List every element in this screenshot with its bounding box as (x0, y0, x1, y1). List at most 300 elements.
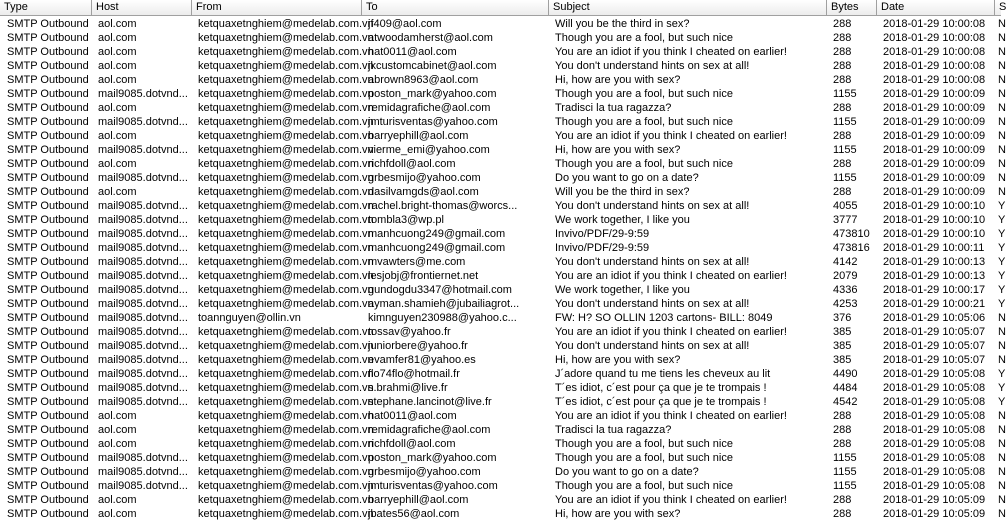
table-row[interactable] (0, 227, 1006, 241)
cell-host: mail9085.dotvnd... (98, 200, 188, 212)
cell-host: mail9085.dotvnd... (98, 270, 188, 282)
cell-from: ketquaxetnghiem@medelab.com.vn (198, 46, 374, 58)
cell-type: SMTP Outbound (7, 326, 89, 338)
cell-type: SMTP Outbound (7, 88, 89, 100)
cell-bytes: 4253 (833, 298, 858, 310)
cell-to: s.brahmi@live.fr (368, 382, 448, 394)
cell-to: juniorbere@yahoo.fr (368, 340, 468, 352)
cell-date: 2018-01-29 10:05:06 (883, 312, 986, 324)
cell-bytes: 288 (833, 508, 852, 520)
cell-subject: You don't understand hints on sex at all! (555, 60, 750, 72)
cell-s: N (998, 326, 1006, 338)
cell-from: ketquaxetnghiem@medelab.com.vn (198, 298, 374, 310)
cell-host: mail9085.dotvnd... (98, 256, 188, 268)
cell-to: rachel.bright-thomas@worcs... (368, 200, 518, 212)
table-row[interactable] (0, 213, 1006, 227)
table-row[interactable] (0, 437, 1006, 451)
cell-type: SMTP Outbound (7, 312, 89, 324)
cell-type: SMTP Outbound (7, 214, 89, 226)
cell-date: 2018-01-29 10:05:08 (883, 424, 986, 436)
cell-subject: Though you are a fool, but such nice (555, 480, 733, 492)
column-header-row (0, 0, 1006, 16)
cell-bytes: 1155 (833, 480, 857, 492)
cell-from: ketquaxetnghiem@medelab.com.vn (198, 480, 374, 492)
cell-s: N (998, 116, 1006, 128)
cell-to: jkcustomcabinet@aol.com (368, 60, 497, 72)
cell-host: aol.com (98, 74, 137, 86)
cell-subject: You don't understand hints on sex at all! (555, 200, 750, 212)
cell-host: aol.com (98, 102, 137, 114)
cell-subject: Though you are a fool, but such nice (555, 452, 733, 464)
cell-bytes: 288 (833, 130, 852, 142)
cell-date: 2018-01-29 10:00:09 (883, 130, 986, 142)
cell-date: 2018-01-29 10:00:10 (883, 214, 986, 226)
cell-s: Y (998, 368, 1006, 380)
cell-bytes: 376 (833, 312, 852, 324)
cell-bytes: 1155 (833, 144, 857, 156)
cell-s: Y (998, 242, 1006, 254)
cell-host: mail9085.dotvnd... (98, 396, 188, 408)
table-row[interactable] (0, 311, 1006, 325)
cell-s: Y (998, 284, 1006, 296)
cell-from: ketquaxetnghiem@medelab.com.vn (198, 158, 374, 170)
cell-from: ketquaxetnghiem@medelab.com.vn (198, 466, 374, 478)
column-header-from[interactable]: From (192, 0, 362, 15)
cell-from: toannguyen@ollin.vn (198, 312, 301, 324)
cell-subject: You don't understand hints on sex at all! (555, 256, 750, 268)
cell-host: mail9085.dotvnd... (98, 228, 188, 240)
cell-to: evamfer81@yahoo.es (368, 354, 476, 366)
cell-bytes: 4484 (833, 382, 858, 394)
cell-to: tombla3@wp.pl (368, 214, 444, 226)
cell-bytes: 288 (833, 438, 852, 450)
table-row[interactable] (0, 171, 1006, 185)
cell-s: N (998, 466, 1006, 478)
cell-s: Y (998, 256, 1006, 268)
cell-s: N (998, 186, 1006, 198)
cell-host: aol.com (98, 410, 137, 422)
cell-date: 2018-01-29 10:05:08 (883, 396, 986, 408)
cell-subject: Hi, how are you with sex? (555, 508, 681, 520)
cell-type: SMTP Outbound (7, 494, 89, 506)
cell-host: mail9085.dotvnd... (98, 298, 188, 310)
cell-bytes: 3777 (833, 214, 858, 226)
cell-to: atwoodamherst@aol.com (368, 32, 493, 44)
cell-from: ketquaxetnghiem@medelab.com.vn (198, 508, 374, 520)
table-row[interactable] (0, 241, 1006, 255)
cell-date: 2018-01-29 10:05:09 (883, 508, 986, 520)
cell-date: 2018-01-29 10:00:13 (883, 256, 986, 268)
cell-date: 2018-01-29 10:00:08 (883, 74, 986, 86)
cell-from: ketquaxetnghiem@medelab.com.vn (198, 186, 374, 198)
table-row[interactable] (0, 73, 1006, 87)
cell-s: N (998, 508, 1006, 520)
cell-from: ketquaxetnghiem@medelab.com.vn (198, 284, 374, 296)
column-header-to[interactable]: To (362, 0, 549, 15)
cell-host: aol.com (98, 46, 137, 58)
cell-host: mail9085.dotvnd... (98, 242, 188, 254)
cell-date: 2018-01-29 10:00:09 (883, 116, 986, 128)
cell-type: SMTP Outbound (7, 158, 89, 170)
cell-from: ketquaxetnghiem@medelab.com.vn (198, 130, 374, 142)
table-row[interactable] (0, 157, 1006, 171)
cell-type: SMTP Outbound (7, 32, 89, 44)
cell-s: Y (998, 396, 1006, 408)
cell-date: 2018-01-29 10:00:08 (883, 46, 986, 58)
table-row[interactable] (0, 31, 1006, 45)
cell-subject: Invivo/PDF/29-9:59 (555, 242, 650, 254)
cell-to: hat0011@aol.com (368, 46, 457, 58)
cell-s: N (998, 102, 1006, 114)
cell-host: aol.com (98, 508, 137, 520)
cell-to: manhcuong249@gmail.com (368, 242, 506, 254)
cell-bytes: 4142 (833, 256, 858, 268)
cell-date: 2018-01-29 10:00:09 (883, 172, 986, 184)
cell-from: ketquaxetnghiem@medelab.com.vn (198, 368, 374, 380)
cell-bytes: 1155 (833, 116, 857, 128)
column-header-type[interactable]: Type (0, 0, 92, 15)
table-row[interactable] (0, 283, 1006, 297)
cell-s: N (998, 32, 1006, 44)
cell-to: lesjobj@frontiernet.net (368, 270, 479, 282)
cell-host: aol.com (98, 60, 137, 72)
cell-subject: Though you are a fool, but such nice (555, 116, 733, 128)
cell-to: jmturisventas@yahoo.com (368, 480, 498, 492)
cell-date: 2018-01-29 10:00:17 (883, 284, 986, 296)
cell-bytes: 288 (833, 102, 852, 114)
cell-s: Y (998, 228, 1006, 240)
cell-subject: Hi, how are you with sex? (555, 74, 681, 86)
cell-host: aol.com (98, 18, 137, 30)
cell-type: SMTP Outbound (7, 382, 89, 394)
table-row[interactable] (0, 297, 1006, 311)
cell-subject: Tradisci la tua ragazza? (555, 102, 672, 114)
cell-from: ketquaxetnghiem@medelab.com.vn (198, 116, 374, 128)
cell-s: N (998, 158, 1006, 170)
cell-type: SMTP Outbound (7, 438, 89, 450)
table-row[interactable] (0, 339, 1006, 353)
cell-s: N (998, 18, 1006, 30)
cell-type: SMTP Outbound (7, 130, 89, 142)
cell-to: mvawters@me.com (368, 256, 466, 268)
table-row[interactable] (0, 451, 1006, 465)
cell-host: mail9085.dotvnd... (98, 326, 188, 338)
cell-s: N (998, 424, 1006, 436)
cell-host: mail9085.dotvnd... (98, 340, 188, 352)
cell-from: ketquaxetnghiem@medelab.com.vn (198, 32, 374, 44)
cell-bytes: 288 (833, 18, 852, 30)
cell-host: aol.com (98, 130, 137, 142)
table-row[interactable] (0, 255, 1006, 269)
cell-date: 2018-01-29 10:05:08 (883, 452, 986, 464)
cell-type: SMTP Outbound (7, 452, 89, 464)
table-row[interactable] (0, 45, 1006, 59)
table-row[interactable] (0, 87, 1006, 101)
cell-type: SMTP Outbound (7, 480, 89, 492)
cell-date: 2018-01-29 10:05:08 (883, 438, 986, 450)
column-header-date[interactable]: Date (877, 0, 995, 15)
cell-s: N (998, 340, 1006, 352)
cell-type: SMTP Outbound (7, 228, 89, 240)
table-row[interactable] (0, 381, 1006, 395)
cell-host: aol.com (98, 438, 137, 450)
table-row[interactable] (0, 507, 1006, 521)
cell-date: 2018-01-29 10:00:08 (883, 32, 986, 44)
cell-subject: Tradisci la tua ragazza? (555, 424, 672, 436)
cell-subject: Hi, how are you with sex? (555, 354, 681, 366)
table-row[interactable] (0, 423, 1006, 437)
cell-date: 2018-01-29 10:00:09 (883, 158, 986, 170)
cell-subject: FW: H? SO OLLIN 1203 cartons- BILL: 8049 (555, 312, 773, 324)
cell-s: N (998, 452, 1006, 464)
cell-from: ketquaxetnghiem@medelab.com.vn (198, 438, 374, 450)
cell-host: mail9085.dotvnd... (98, 480, 188, 492)
cell-host: aol.com (98, 494, 137, 506)
cell-subject: We work together, I like you (555, 284, 690, 296)
cell-type: SMTP Outbound (7, 102, 89, 114)
cell-date: 2018-01-29 10:00:09 (883, 102, 986, 114)
cell-bytes: 288 (833, 494, 852, 506)
cell-type: SMTP Outbound (7, 18, 89, 30)
table-row[interactable] (0, 493, 1006, 507)
cell-from: ketquaxetnghiem@medelab.com.vn (198, 340, 374, 352)
table-row[interactable] (0, 325, 1006, 339)
cell-type: SMTP Outbound (7, 256, 89, 268)
cell-from: ketquaxetnghiem@medelab.com.vn (198, 396, 374, 408)
cell-subject: Do you want to go on a date? (555, 466, 699, 478)
cell-subject: Though you are a fool, but such nice (555, 438, 733, 450)
cell-s: N (998, 410, 1006, 422)
cell-subject: Do you want to go on a date? (555, 172, 699, 184)
cell-bytes: 288 (833, 424, 852, 436)
cell-host: mail9085.dotvnd... (98, 284, 188, 296)
cell-host: mail9085.dotvnd... (98, 172, 188, 184)
cell-bytes: 1155 (833, 466, 857, 478)
cell-from: ketquaxetnghiem@medelab.com.vn (198, 18, 374, 30)
cell-s: N (998, 172, 1006, 184)
cell-subject: You are an idiot if you think I cheated on earlier! (555, 130, 787, 142)
cell-to: remidagrafiche@aol.com (368, 102, 491, 114)
cell-date: 2018-01-29 10:00:09 (883, 144, 986, 156)
cell-from: ketquaxetnghiem@medelab.com.vn (198, 144, 374, 156)
cell-subject: Invivo/PDF/29-9:59 (555, 228, 650, 240)
table-row[interactable] (0, 367, 1006, 381)
cell-type: SMTP Outbound (7, 284, 89, 296)
table-row[interactable] (0, 199, 1006, 213)
cell-bytes: 4490 (833, 368, 858, 380)
cell-s: N (998, 438, 1006, 450)
cell-host: aol.com (98, 32, 137, 44)
cell-type: SMTP Outbound (7, 46, 89, 58)
column-header-subject[interactable]: Subject (549, 0, 827, 15)
column-header-bytes[interactable]: Bytes (827, 0, 877, 15)
cell-to: abrown8963@aol.com (368, 74, 479, 86)
cell-s: N (998, 60, 1006, 72)
cell-date: 2018-01-29 10:00:08 (883, 60, 986, 72)
cell-date: 2018-01-29 10:00:13 (883, 270, 986, 282)
cell-to: dasilvamgds@aol.com (368, 186, 479, 198)
cell-from: ketquaxetnghiem@medelab.com.vn (198, 242, 374, 254)
cell-type: SMTP Outbound (7, 116, 89, 128)
cell-date: 2018-01-29 10:00:08 (883, 18, 986, 30)
cell-to: manhcuong249@gmail.com (368, 228, 506, 240)
cell-to: grbesmijo@yahoo.com (368, 172, 481, 184)
cell-s: N (998, 74, 1006, 86)
cell-subject: Hi, how are you with sex? (555, 144, 681, 156)
cell-to: jf409@aol.com (368, 18, 442, 30)
cell-date: 2018-01-29 10:00:10 (883, 200, 986, 212)
cell-bytes: 1155 (833, 172, 857, 184)
cell-s: Y (998, 382, 1006, 394)
cell-host: mail9085.dotvnd... (98, 452, 188, 464)
cell-type: SMTP Outbound (7, 340, 89, 352)
table-row[interactable] (0, 59, 1006, 73)
cell-date: 2018-01-29 10:00:09 (883, 88, 986, 100)
cell-s: Y (998, 200, 1006, 212)
cell-host: aol.com (98, 158, 137, 170)
table-row[interactable] (0, 465, 1006, 479)
cell-date: 2018-01-29 10:05:09 (883, 494, 986, 506)
cell-host: mail9085.dotvnd... (98, 368, 188, 380)
cell-from: ketquaxetnghiem@medelab.com.vn (198, 200, 374, 212)
cell-date: 2018-01-29 10:00:21 (883, 298, 986, 310)
cell-host: aol.com (98, 186, 137, 198)
cell-host: mail9085.dotvnd... (98, 214, 188, 226)
cell-type: SMTP Outbound (7, 508, 89, 520)
cell-bytes: 288 (833, 410, 852, 422)
cell-to: jmturisventas@yahoo.com (368, 116, 498, 128)
cell-s: N (998, 312, 1006, 324)
column-header-s[interactable]: S (995, 0, 1001, 15)
cell-bytes: 288 (833, 158, 852, 170)
cell-host: mail9085.dotvnd... (98, 144, 188, 156)
cell-s: N (998, 494, 1006, 506)
cell-to: jbates56@aol.com (368, 508, 460, 520)
table-row[interactable] (0, 129, 1006, 143)
cell-type: SMTP Outbound (7, 242, 89, 254)
cell-to: gundogdu3347@hotmail.com (368, 284, 512, 296)
cell-host: mail9085.dotvnd... (98, 116, 188, 128)
cell-type: SMTP Outbound (7, 270, 89, 282)
cell-type: SMTP Outbound (7, 396, 89, 408)
table-row[interactable] (0, 115, 1006, 129)
cell-from: ketquaxetnghiem@medelab.com.vn (198, 172, 374, 184)
cell-type: SMTP Outbound (7, 200, 89, 212)
cell-bytes: 385 (833, 354, 852, 366)
table-row[interactable] (0, 409, 1006, 423)
cell-to: poston_mark@yahoo.com (368, 88, 497, 100)
cell-subject: We work together, I like you (555, 214, 690, 226)
cell-s: N (998, 46, 1006, 58)
cell-to: grbesmijo@yahoo.com (368, 466, 481, 478)
cell-from: ketquaxetnghiem@medelab.com.vn (198, 410, 374, 422)
cell-host: mail9085.dotvnd... (98, 354, 188, 366)
cell-bytes: 473816 (833, 242, 870, 254)
cell-subject: You are an idiot if you think I cheated on earlier! (555, 270, 787, 282)
table-row[interactable] (0, 143, 1006, 157)
cell-subject: Will you be the third in sex? (555, 18, 690, 30)
cell-from: ketquaxetnghiem@medelab.com.vn (198, 214, 374, 226)
cell-from: ketquaxetnghiem@medelab.com.vn (198, 326, 374, 338)
table-row[interactable] (0, 17, 1006, 31)
cell-to: ayman.shamieh@jubailiagrot... (368, 298, 520, 310)
cell-date: 2018-01-29 10:00:09 (883, 186, 986, 198)
cell-bytes: 288 (833, 46, 852, 58)
cell-subject: You don't understand hints on sex at all! (555, 340, 750, 352)
cell-from: ketquaxetnghiem@medelab.com.vn (198, 424, 374, 436)
cell-bytes: 385 (833, 340, 852, 352)
cell-subject: You are an idiot if you think I cheated on earlier! (555, 410, 787, 422)
cell-type: SMTP Outbound (7, 410, 89, 422)
cell-from: ketquaxetnghiem@medelab.com.vn (198, 228, 374, 240)
cell-date: 2018-01-29 10:00:10 (883, 228, 986, 240)
cell-to: kimnguyen230988@yahoo.c... (368, 312, 517, 324)
table-row[interactable] (0, 395, 1006, 409)
table-row[interactable] (0, 479, 1006, 493)
cell-bytes: 288 (833, 32, 852, 44)
cell-date: 2018-01-29 10:05:07 (883, 326, 986, 338)
cell-date: 2018-01-29 10:05:08 (883, 382, 986, 394)
cell-subject: Though you are a fool, but such nice (555, 88, 733, 100)
cell-date: 2018-01-29 10:05:08 (883, 480, 986, 492)
cell-type: SMTP Outbound (7, 466, 89, 478)
cell-to: richfdoll@aol.com (368, 158, 456, 170)
table-row[interactable] (0, 353, 1006, 367)
table-row[interactable] (0, 269, 1006, 283)
cell-to: poston_mark@yahoo.com (368, 452, 497, 464)
cell-from: ketquaxetnghiem@medelab.com.vn (198, 256, 374, 268)
column-header-host[interactable]: Host (92, 0, 192, 15)
cell-from: ketquaxetnghiem@medelab.com.vn (198, 88, 374, 100)
cell-subject: Will you be the third in sex? (555, 186, 690, 198)
cell-bytes: 288 (833, 60, 852, 72)
cell-type: SMTP Outbound (7, 424, 89, 436)
cell-from: ketquaxetnghiem@medelab.com.vn (198, 270, 374, 282)
cell-type: SMTP Outbound (7, 186, 89, 198)
cell-subject: Though you are a fool, but such nice (555, 158, 733, 170)
cell-from: ketquaxetnghiem@medelab.com.vn (198, 494, 374, 506)
cell-from: ketquaxetnghiem@medelab.com.vn (198, 74, 374, 86)
cell-bytes: 4336 (833, 284, 858, 296)
cell-s: N (998, 354, 1006, 366)
cell-type: SMTP Outbound (7, 354, 89, 366)
cell-from: ketquaxetnghiem@medelab.com.vn (198, 382, 374, 394)
cell-subject: T´es idiot, c´est pour ça que je te trompais ! (555, 396, 767, 408)
cell-date: 2018-01-29 10:00:11 (883, 242, 985, 254)
cell-date: 2018-01-29 10:05:07 (883, 354, 986, 366)
cell-to: richfdoll@aol.com (368, 438, 456, 450)
cell-date: 2018-01-29 10:05:07 (883, 340, 986, 352)
cell-subject: You are an idiot if you think I cheated on earlier! (555, 326, 787, 338)
cell-s: Y (998, 270, 1006, 282)
cell-date: 2018-01-29 10:05:08 (883, 368, 986, 380)
cell-to: barryephill@aol.com (368, 494, 469, 506)
cell-bytes: 288 (833, 186, 852, 198)
cell-from: ketquaxetnghiem@medelab.com.vn (198, 354, 374, 366)
cell-type: SMTP Outbound (7, 368, 89, 380)
cell-bytes: 1155 (833, 88, 857, 100)
cell-to: vierme_emi@yahoo.com (368, 144, 490, 156)
cell-to: remidagrafiche@aol.com (368, 424, 491, 436)
cell-s: N (998, 130, 1006, 142)
cell-to: barryephill@aol.com (368, 130, 469, 142)
cell-subject: J´adore quand tu me tiens les cheveux au lit (555, 368, 771, 380)
table-row[interactable] (0, 101, 1006, 115)
table-row[interactable] (0, 185, 1006, 199)
cell-bytes: 2079 (833, 270, 858, 282)
cell-type: SMTP Outbound (7, 60, 89, 72)
cell-subject: Though you are a fool, but such nice (555, 32, 733, 44)
